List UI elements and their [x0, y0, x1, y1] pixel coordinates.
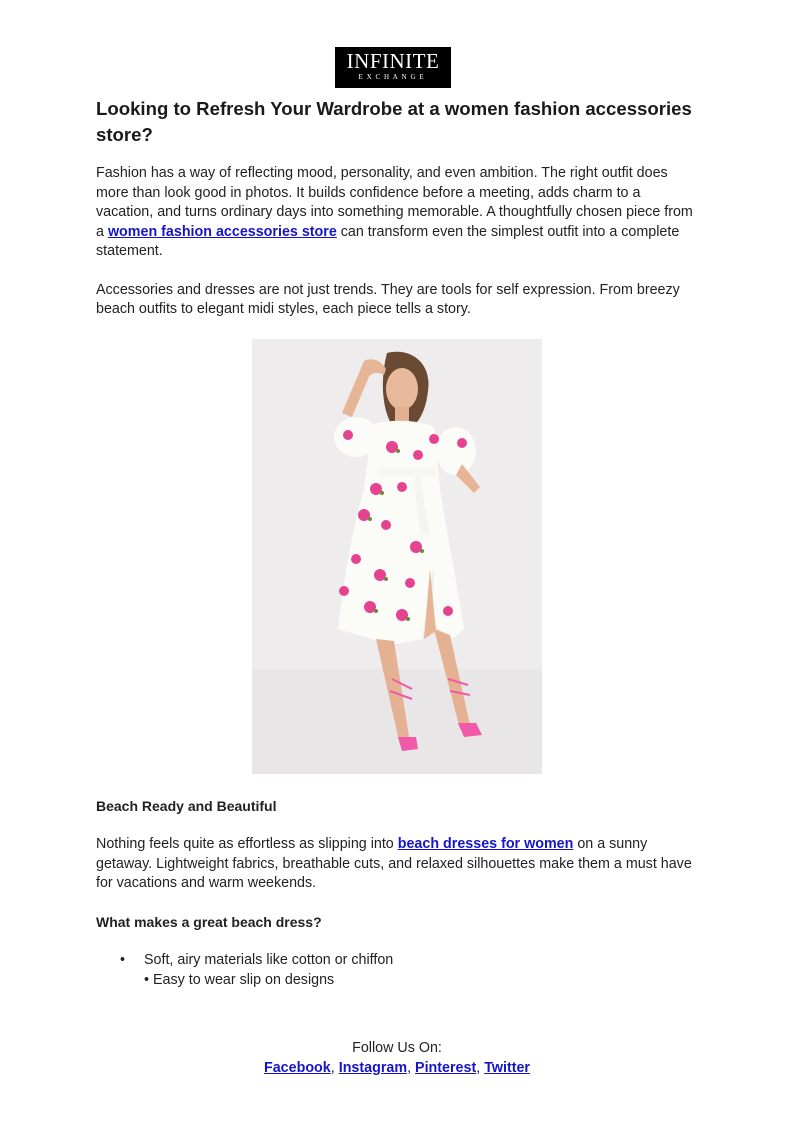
social-footer — [0, 1038, 794, 1078]
logo-subtitle: EXCHANGE — [358, 73, 428, 81]
brand-logo[interactable] — [335, 47, 451, 88]
twitter-link[interactable]: Twitter — [484, 1060, 530, 1076]
beach-dress-question-heading: What makes a great beach dress? — [96, 913, 322, 930]
pinterest-link[interactable]: Pinterest — [415, 1060, 477, 1076]
list-item-text: Soft, airy materials like cotton or chiffon — [144, 952, 394, 968]
beach-section-heading: Beach Ready and Beautiful — [96, 797, 277, 814]
beach-text-start: Nothing feels quite as effortless as slipping into — [96, 836, 398, 852]
social-links — [0, 1058, 794, 1078]
list-item — [96, 951, 696, 971]
intro-text-end: can transform even the simplest outfit into a complete statement. — [96, 223, 680, 259]
intro-paragraph — [96, 164, 696, 262]
article-title: Looking to Refresh Your Wardrobe at a women fashion accessories store? — [96, 98, 692, 145]
beach-dress-list — [96, 951, 696, 971]
instagram-link[interactable]: Instagram — [338, 1060, 408, 1076]
link-separator: , — [407, 1060, 412, 1076]
accessories-paragraph: Accessories and dresses are not just trends. They are tools for self expression. From breezy beach outfits to elegant midi styles, each piece tells a story. — [96, 281, 680, 317]
beach-text-end: on a sunny getaway. Lightweight fabrics, breathable cuts, and relaxed silhouettes make them a must have for vacations and warm weekends. — [96, 836, 692, 891]
beach-paragraph — [96, 835, 696, 894]
intro-text-start: Fashion has a way of reflecting mood, personality, and even ambition. The right outfit does more than look good in photos. It builds confidence before a meeting, adds charm to a vacation, and turns ordinary days into something memorable. A thoughtfully chosen piece from a — [96, 165, 693, 240]
beach-dresses-link[interactable]: beach dresses for women — [397, 836, 574, 852]
bullet-icon: • — [120, 952, 126, 968]
link-separator: , — [330, 1060, 335, 1076]
follow-label: Follow Us On: — [352, 1040, 442, 1056]
link-separator: , — [476, 1060, 481, 1076]
list-item-continuation: • Easy to wear slip on designs — [144, 971, 335, 988]
facebook-link[interactable]: Facebook — [264, 1060, 331, 1076]
article — [96, 96, 696, 990]
accessories-store-link[interactable]: women fashion accessories store — [107, 223, 337, 240]
logo-wordmark: INFINITE — [346, 49, 440, 73]
dress-model-photo — [252, 339, 542, 774]
